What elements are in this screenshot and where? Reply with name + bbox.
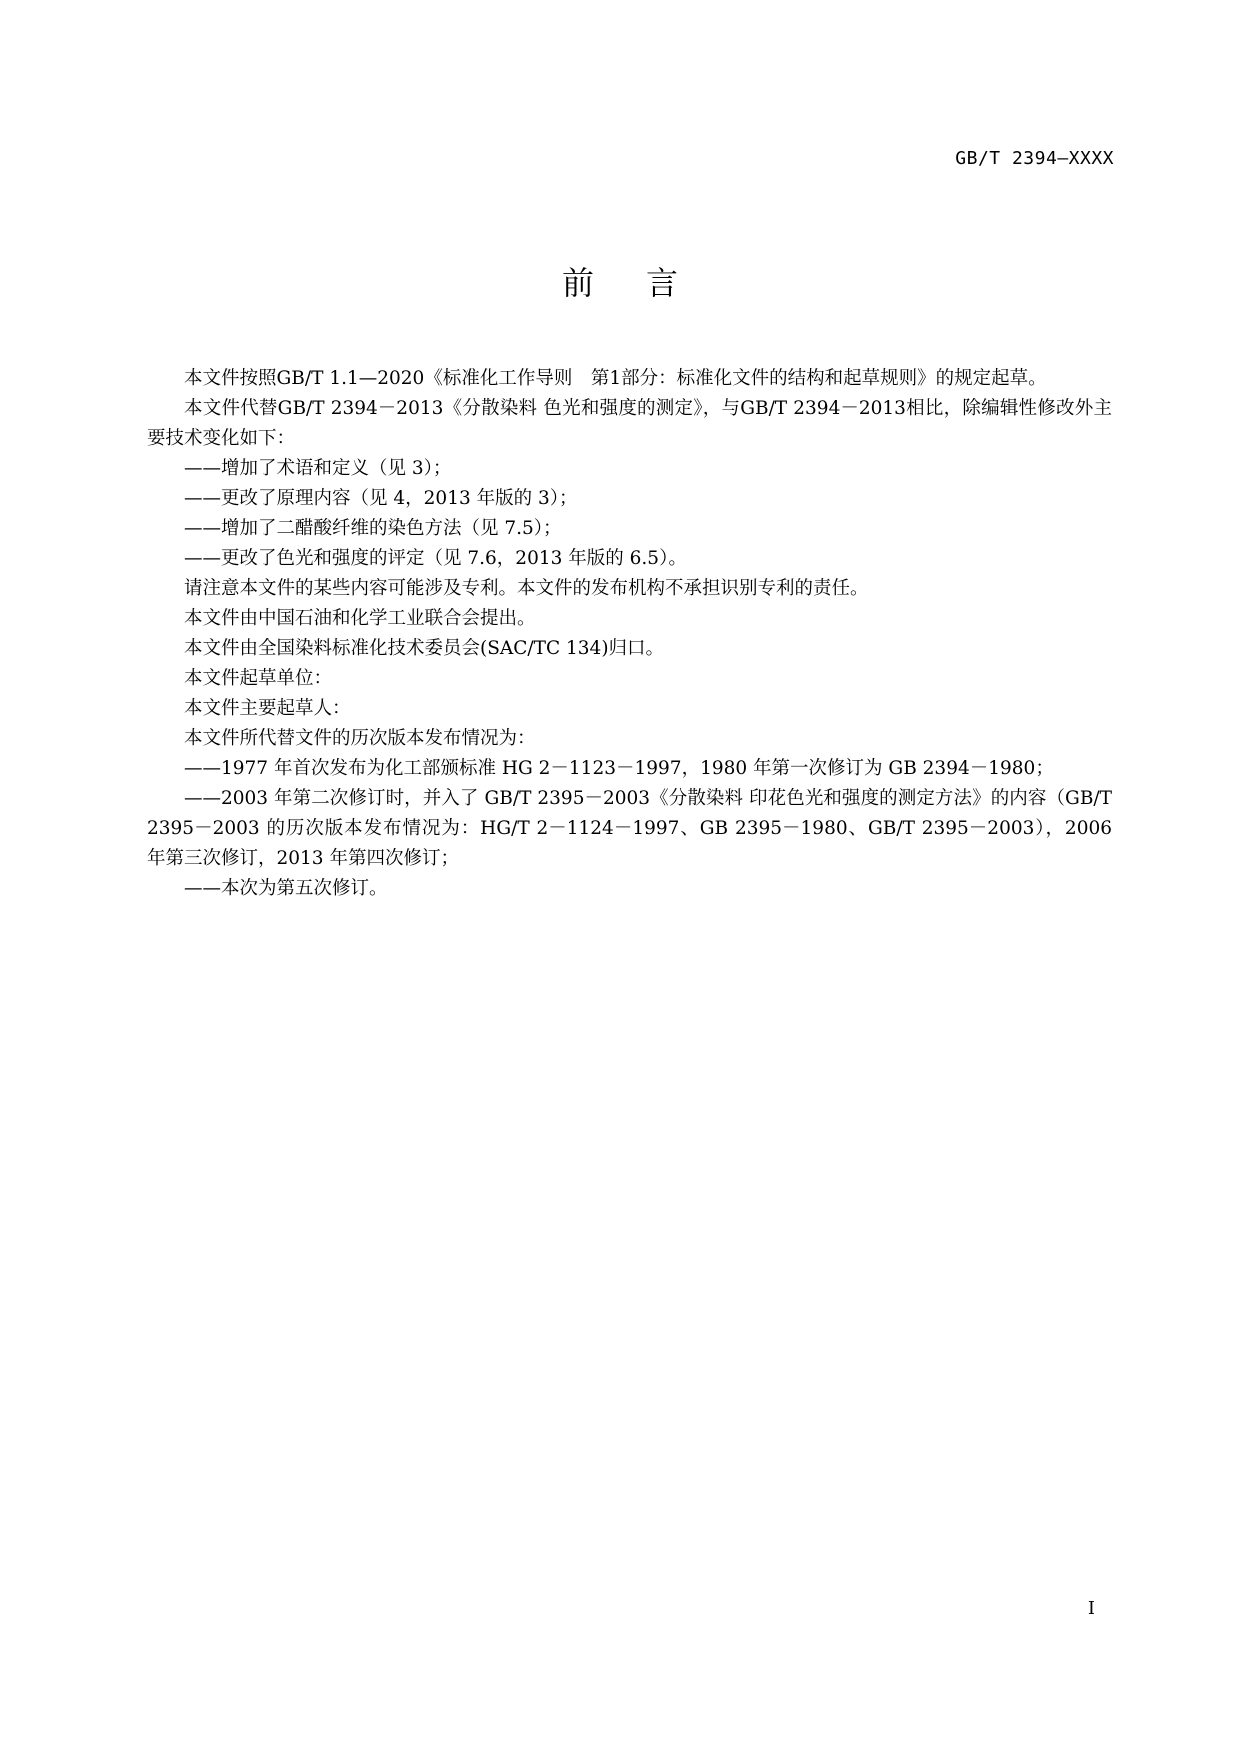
paragraph: 本文件按照GB/T 1.1—2020《标准化工作导则 第1部分：标准化文件的结构和起草规则》的规定起草。: [184, 368, 1047, 389]
paragraph: 本文件起草单位：: [184, 668, 333, 689]
paragraph: 本文件由中国石油和化学工业联合会提出。: [184, 608, 536, 629]
page-title: 前言: [561, 264, 730, 302]
list-item: ——本次为第五次修订。: [184, 878, 388, 899]
document-code: GB/T 2394—XXXX: [955, 148, 1114, 169]
list-item: ——增加了二醋酸纤维的染色方法（见 7.5）；: [184, 518, 562, 539]
page-number: I: [1087, 1598, 1095, 1619]
paragraph: 本文件主要起草人：: [184, 698, 351, 719]
list-item: ——更改了原理内容（见 4，2013 年版的 3）；: [184, 488, 578, 509]
paragraph: 本文件代替GB/T 2394－2013《分散染料 色光和强度的测定》，与GB/T 2394－2013相比，除编辑性修改外主要技术变化如下：: [147, 398, 1112, 449]
paragraph: 请注意本文件的某些内容可能涉及专利。本文件的发布机构不承担识别专利的责任。: [184, 578, 869, 599]
list-item: ——1977 年首次发布为化工部颁标准 HG 2－1123－1997，1980 年第一次修订为 GB 2394－1980；: [184, 758, 1054, 779]
list-item: ——2003 年第二次修订时，并入了 GB/T 2395－2003《分散染料 印花色光和强度的测定方法》的内容（GB/T 2395－2003 的历次版本发布情况为：HG/T 2－1124－1997、GB 2395－1980、GB/T 2395－2003），2006 年第三次修订，2013 年第四次修订；: [147, 788, 1112, 869]
paragraph: 本文件由全国染料标准化技术委员会(SAC/TC 134)归口。: [184, 638, 665, 659]
list-item: ——更改了色光和强度的评定（见 7.6，2013 年版的 6.5）。: [184, 548, 687, 569]
foreword-body: [147, 364, 1112, 904]
list-item: ——增加了术语和定义（见 3）；: [184, 458, 452, 479]
paragraph: 本文件所代替文件的历次版本发布情况为：: [184, 728, 536, 749]
